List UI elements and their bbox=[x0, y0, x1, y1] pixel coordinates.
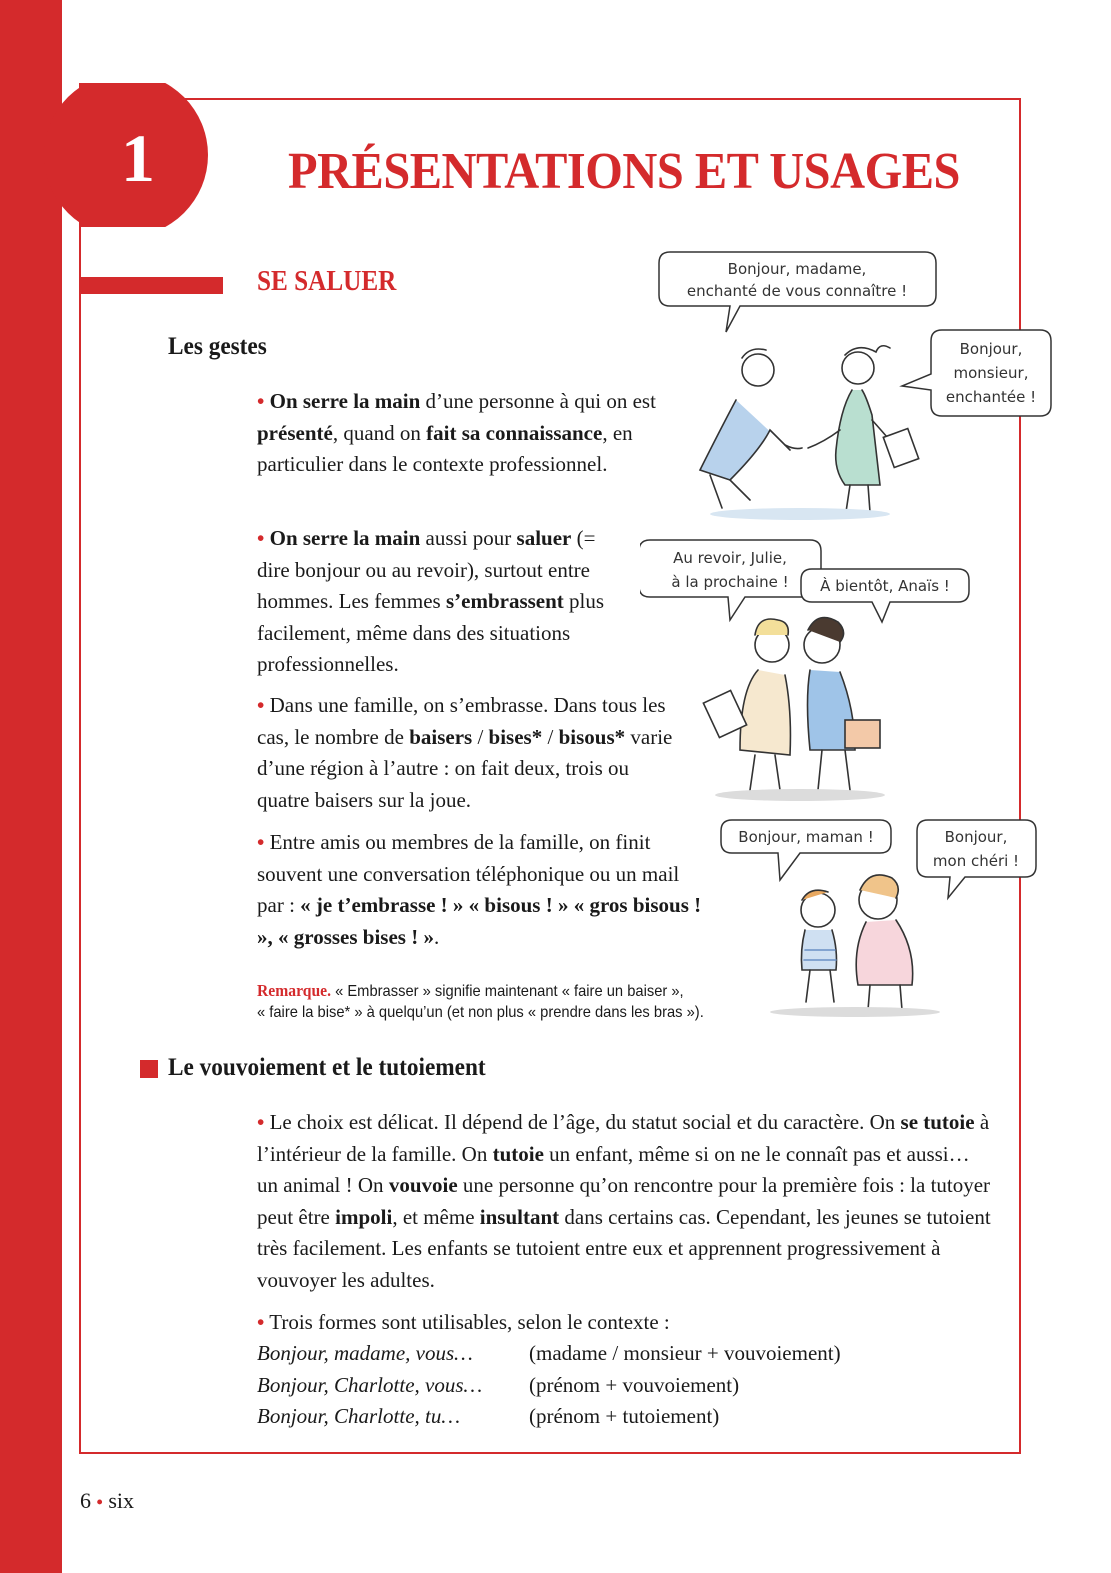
heading-square-marker bbox=[140, 1060, 158, 1078]
address-form-row: Bonjour, madame, vous… (madame / monsieur + vouvoiement) bbox=[257, 1341, 841, 1365]
address-form-row: Bonjour, Charlotte, vous… (prénom + vouvoiement) bbox=[257, 1372, 740, 1397]
bubble-1-line2: enchanté de vous connaître ! bbox=[686, 282, 908, 300]
bubble-4-line1: À bientôt, Anaïs ! bbox=[820, 577, 950, 595]
bubble-3-line1: Au revoir, Julie, bbox=[673, 549, 787, 567]
bubble-3-line2: à la prochaine ! bbox=[671, 573, 789, 591]
bubble-5-line1: Bonjour, maman ! bbox=[738, 828, 874, 846]
page-edge-strip bbox=[0, 0, 62, 1573]
handshake-illustration bbox=[700, 346, 919, 520]
section-title: SE SALUER bbox=[257, 266, 397, 297]
paragraph-gestes-3: • Dans une famille, on s’embrasse. Dans tous les cas, le nombre de baisers / bises* / bisous* varie d’une région à l’autre : on fait deux, trois ou quatre baisers sur la joue. bbox=[257, 693, 673, 812]
bubble-2-line3: enchantée ! bbox=[945, 388, 1037, 406]
subheading-vouvoiement: Le vouvoiement et le tutoiement bbox=[168, 1054, 486, 1081]
page-footer bbox=[80, 1488, 134, 1514]
page-number: 6 bbox=[80, 1488, 91, 1513]
footer-bullet: • bbox=[96, 1492, 103, 1512]
address-forms-list bbox=[257, 1338, 841, 1433]
chapter-title: PRÉSENTATIONS ET USAGES bbox=[288, 143, 960, 200]
page-number-word: six bbox=[108, 1488, 134, 1513]
subheading-gestes: Les gestes bbox=[168, 333, 267, 360]
bubble-6-line1: Bonjour, bbox=[944, 828, 1008, 846]
address-form-row: Bonjour, Charlotte, tu… (prénom + tutoiement) bbox=[257, 1404, 720, 1428]
chapter-number: 1 bbox=[121, 120, 155, 196]
greeting-illustrations bbox=[640, 250, 1060, 1020]
child-mother-illustration bbox=[770, 875, 940, 1017]
bubble-2-line1: Bonjour, bbox=[959, 340, 1023, 358]
remark-note: Remarque. « Embrasser » signifie maintenant « faire un baiser », « faire la bise* » à quelqu’un (et non plus « prendre dans les bras »). bbox=[257, 981, 704, 1021]
paragraph-vouvoiement-1: • Le choix est délicat. Il dépend de l’âge, du statut social et du caractère. On se tutoie à l’intérieur de la famille. On tutoie un enfant, même si on ne le connaît pas et aussi… un animal ! On vouvoie une personne qu’on rencontre pour la première fois : la tutoyer peut être impoli, et même insultant dans certains cas. Cependant, les jeunes se tutoient très facilement. Les enfants se tutoient entre eux et apprennent progressivement à vouvoyer les adultes. bbox=[257, 1110, 991, 1292]
bubble-2-line2: monsieur, bbox=[953, 364, 1029, 382]
paragraph-gestes-1: • On serre la main d’une personne à qui on est présenté, quand on fait sa connaissance, en particulier dans le contexte professionnel. bbox=[257, 389, 656, 476]
paragraph-gestes-4: • Entre amis ou membres de la famille, on finit souvent une conversation téléphonique ou un mail par : « je t’embrasse ! » « bisous ! » « gros bisous ! », « grosses bises ! ». bbox=[257, 830, 702, 949]
bubble-1-line1: Bonjour, madame, bbox=[727, 260, 867, 278]
paragraph-gestes-2: • On serre la main aussi pour saluer (= dire bonjour ou au revoir), surtout entre hommes. Les femmes s’embrassent plus facilement, même dans des situations professionnelles. bbox=[257, 526, 605, 676]
section-bar bbox=[79, 277, 223, 294]
bise-illustration bbox=[703, 618, 885, 802]
paragraph-vouvoiement-2: • Trois formes sont utilisables, selon le contexte : bbox=[257, 1310, 670, 1334]
bubble-6-line2: mon chéri ! bbox=[932, 852, 1020, 870]
